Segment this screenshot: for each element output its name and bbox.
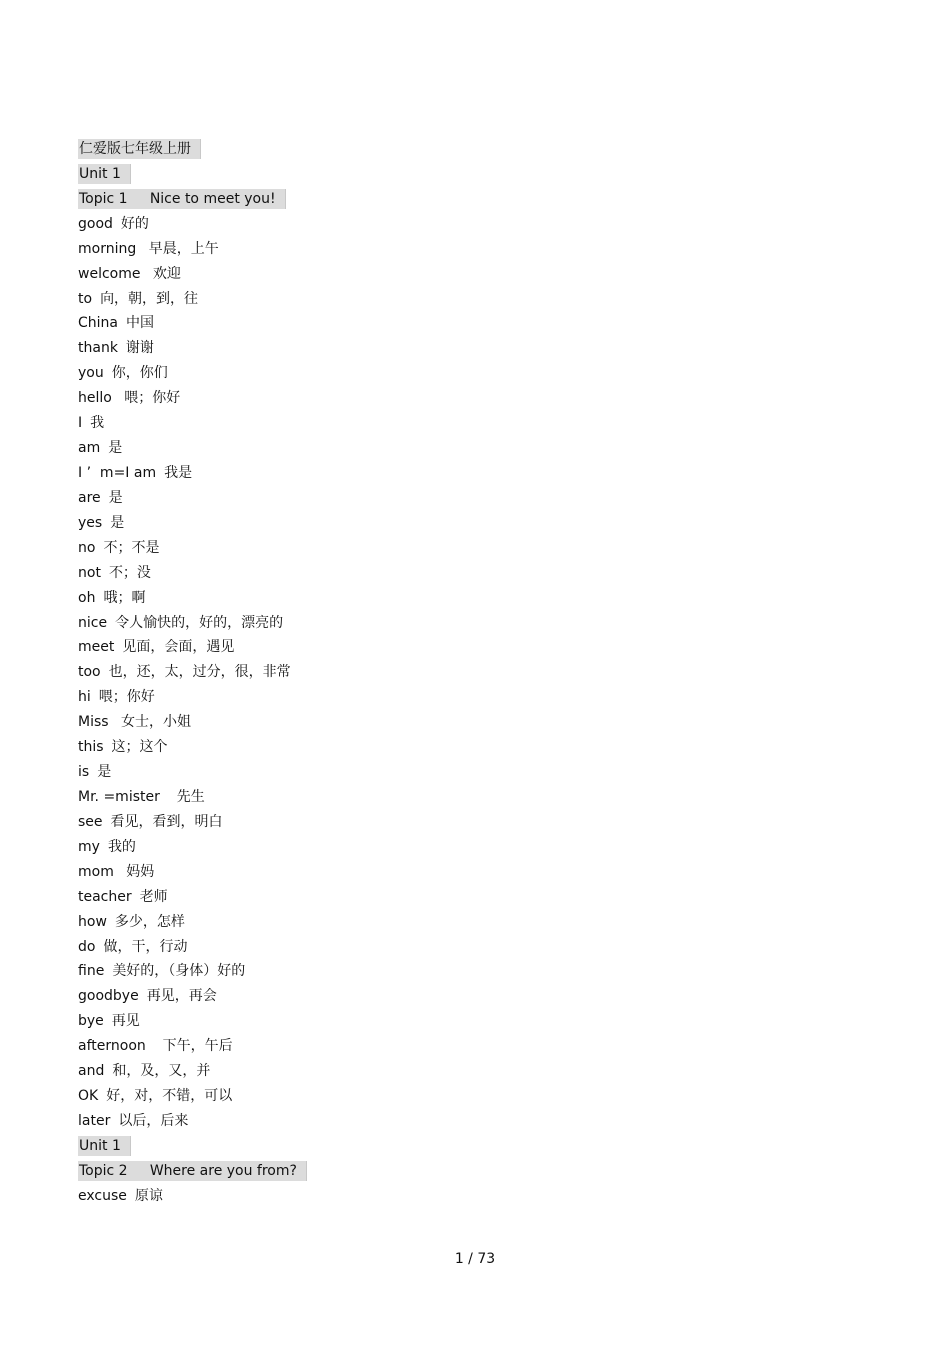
vocab-meaning: 下午，午后 [153,1038,233,1055]
vocab-word: OK [78,1088,99,1105]
vocab-word: you [78,365,104,382]
topic-heading-line [78,1159,678,1184]
vocab-word: to [78,290,93,307]
vocab-entry [78,635,678,660]
vocab-meaning: 不；没 [108,564,151,581]
topic-heading: Topic 2 Where are you from? [78,1161,307,1181]
book-title: 仁爱版七年级上册 [78,139,201,159]
vocab-word: I ’ m=I am [78,464,157,481]
vocab-entry [78,1009,678,1034]
unit-heading: Unit 1 [78,164,131,184]
vocab-word: morning [78,240,137,257]
vocab-meaning: 妈妈 [121,863,155,880]
vocab-entry [78,785,678,810]
vocab-meaning: 欢迎 [148,265,181,282]
vocab-meaning: 看见，看到，明白 [110,813,223,830]
vocab-meaning: 和，及，又，并 [112,1063,211,1080]
vocab-word: too [78,664,101,681]
vocab-meaning: 我 [90,415,105,432]
vocab-word: am [78,440,101,457]
vocab-word: see [78,813,103,830]
vocab-meaning: 多少，怎样 [114,913,185,930]
vocab-meaning: 好，对，不错，可以 [106,1088,233,1105]
vocab-word: is [78,764,90,781]
vocab-meaning: 是 [108,440,123,457]
vocab-meaning: 美好的，（身体）好的 [112,963,246,980]
vocab-meaning: 喂；你好 [119,390,181,407]
unit-heading: Unit 1 [78,1136,131,1156]
vocab-word: afternoon [78,1038,146,1055]
vocab-word: how [78,913,107,930]
vocab-entry [78,536,678,561]
vocab-word: no [78,539,96,556]
vocab-word: China [78,315,118,332]
vocab-entry [78,860,678,885]
vocab-word: goodbye [78,988,139,1005]
vocab-meaning: 也，还，太，过分，很，非常 [108,664,291,681]
vocab-word: Miss [78,714,109,731]
vocab-word: hi [78,689,91,706]
vocab-meaning: 再见 [111,1013,140,1030]
vocab-entry [78,361,678,386]
vocab-entry [78,212,678,237]
vocab-entry [78,660,678,685]
vocab-entry [78,237,678,262]
vocab-entry [78,336,678,361]
vocab-meaning: 是 [110,514,125,531]
vocab-entry [78,735,678,760]
vocab-entry [78,1034,678,1059]
vocab-word: not [78,564,101,581]
vocab-entry [78,561,678,586]
vocab-entry [78,311,678,336]
vocab-word: good [78,215,113,232]
vocab-entry [78,287,678,312]
vocab-meaning: 谢谢 [125,340,154,357]
vocab-entry [78,436,678,461]
vocab-meaning: 好的 [120,215,149,232]
vocab-entry [78,1109,678,1134]
vocab-entry [78,710,678,735]
vocab-meaning: 是 [108,489,123,506]
vocab-entry [78,411,678,436]
page-number: 1 / 73 [454,1251,496,1267]
vocab-word: welcome [78,265,141,282]
unit-heading-line [78,162,678,187]
vocab-meaning: 见面，会面，遇见 [122,639,235,656]
vocab-word: and [78,1063,105,1080]
vocab-word: this [78,739,104,756]
unit-heading-line [78,1134,678,1159]
vocab-meaning: 令人愉快的，好的，漂亮的 [115,614,284,631]
vocab-entry [78,611,678,636]
topic-heading-line [78,187,678,212]
vocab-word: nice [78,614,108,631]
vocab-meaning: 做，干，行动 [103,938,188,955]
vocab-word: yes [78,514,103,531]
vocab-word: Mr. =mister [78,788,160,805]
vocab-word: are [78,489,101,506]
vocab-entry [78,885,678,910]
vocab-meaning: 以后，后来 [118,1112,189,1129]
vocab-meaning: 早晨，上午 [144,240,219,257]
vocab-meaning: 喂；你好 [98,689,155,706]
vocab-meaning: 老师 [139,888,168,905]
vocab-word: teacher [78,888,132,905]
vocab-entry [78,1084,678,1109]
vocab-word: later [78,1112,111,1129]
vocab-meaning: 女士，小姐 [116,714,192,731]
vocab-entry [78,959,678,984]
book-title-line [78,137,678,162]
topic-heading: Topic 1 Nice to meet you! [78,189,286,209]
vocab-meaning: 这；这个 [111,739,168,756]
document-body [78,137,678,1209]
vocab-meaning: 向，朝，到，往 [100,290,199,307]
vocab-entry [78,486,678,511]
vocab-word: hello [78,390,112,407]
vocab-meaning: 先生 [167,788,205,805]
vocab-entry [78,760,678,785]
vocab-word: mom [78,863,114,880]
vocab-entry [78,386,678,411]
vocab-entry [78,461,678,486]
vocab-entry [78,935,678,960]
vocab-word: oh [78,589,96,606]
vocab-word: do [78,938,96,955]
vocab-entry [78,810,678,835]
vocab-entry [78,835,678,860]
vocab-word: thank [78,340,118,357]
vocab-meaning: 哦；啊 [103,589,146,606]
vocab-entry [78,984,678,1009]
vocab-entry [78,910,678,935]
vocab-word: bye [78,1013,104,1030]
vocab-meaning: 原谅 [134,1187,163,1204]
vocab-word: my [78,838,100,855]
vocab-entry [78,586,678,611]
vocab-meaning: 中国 [126,315,154,332]
vocab-entry [78,685,678,710]
vocab-meaning: 是 [97,764,112,781]
vocab-word: I [78,415,83,432]
vocab-word: excuse [78,1187,127,1204]
vocab-entry [78,262,678,287]
vocab-meaning: 你，你们 [111,365,168,382]
vocab-entry [78,1059,678,1084]
vocab-entry [78,1184,678,1209]
vocab-meaning: 不；不是 [103,539,160,556]
vocab-entry [78,511,678,536]
vocab-word: fine [78,963,105,980]
vocab-meaning: 我是 [164,464,193,481]
vocab-meaning: 再见，再会 [146,988,217,1005]
vocab-meaning: 我的 [107,838,136,855]
vocab-word: meet [78,639,115,656]
